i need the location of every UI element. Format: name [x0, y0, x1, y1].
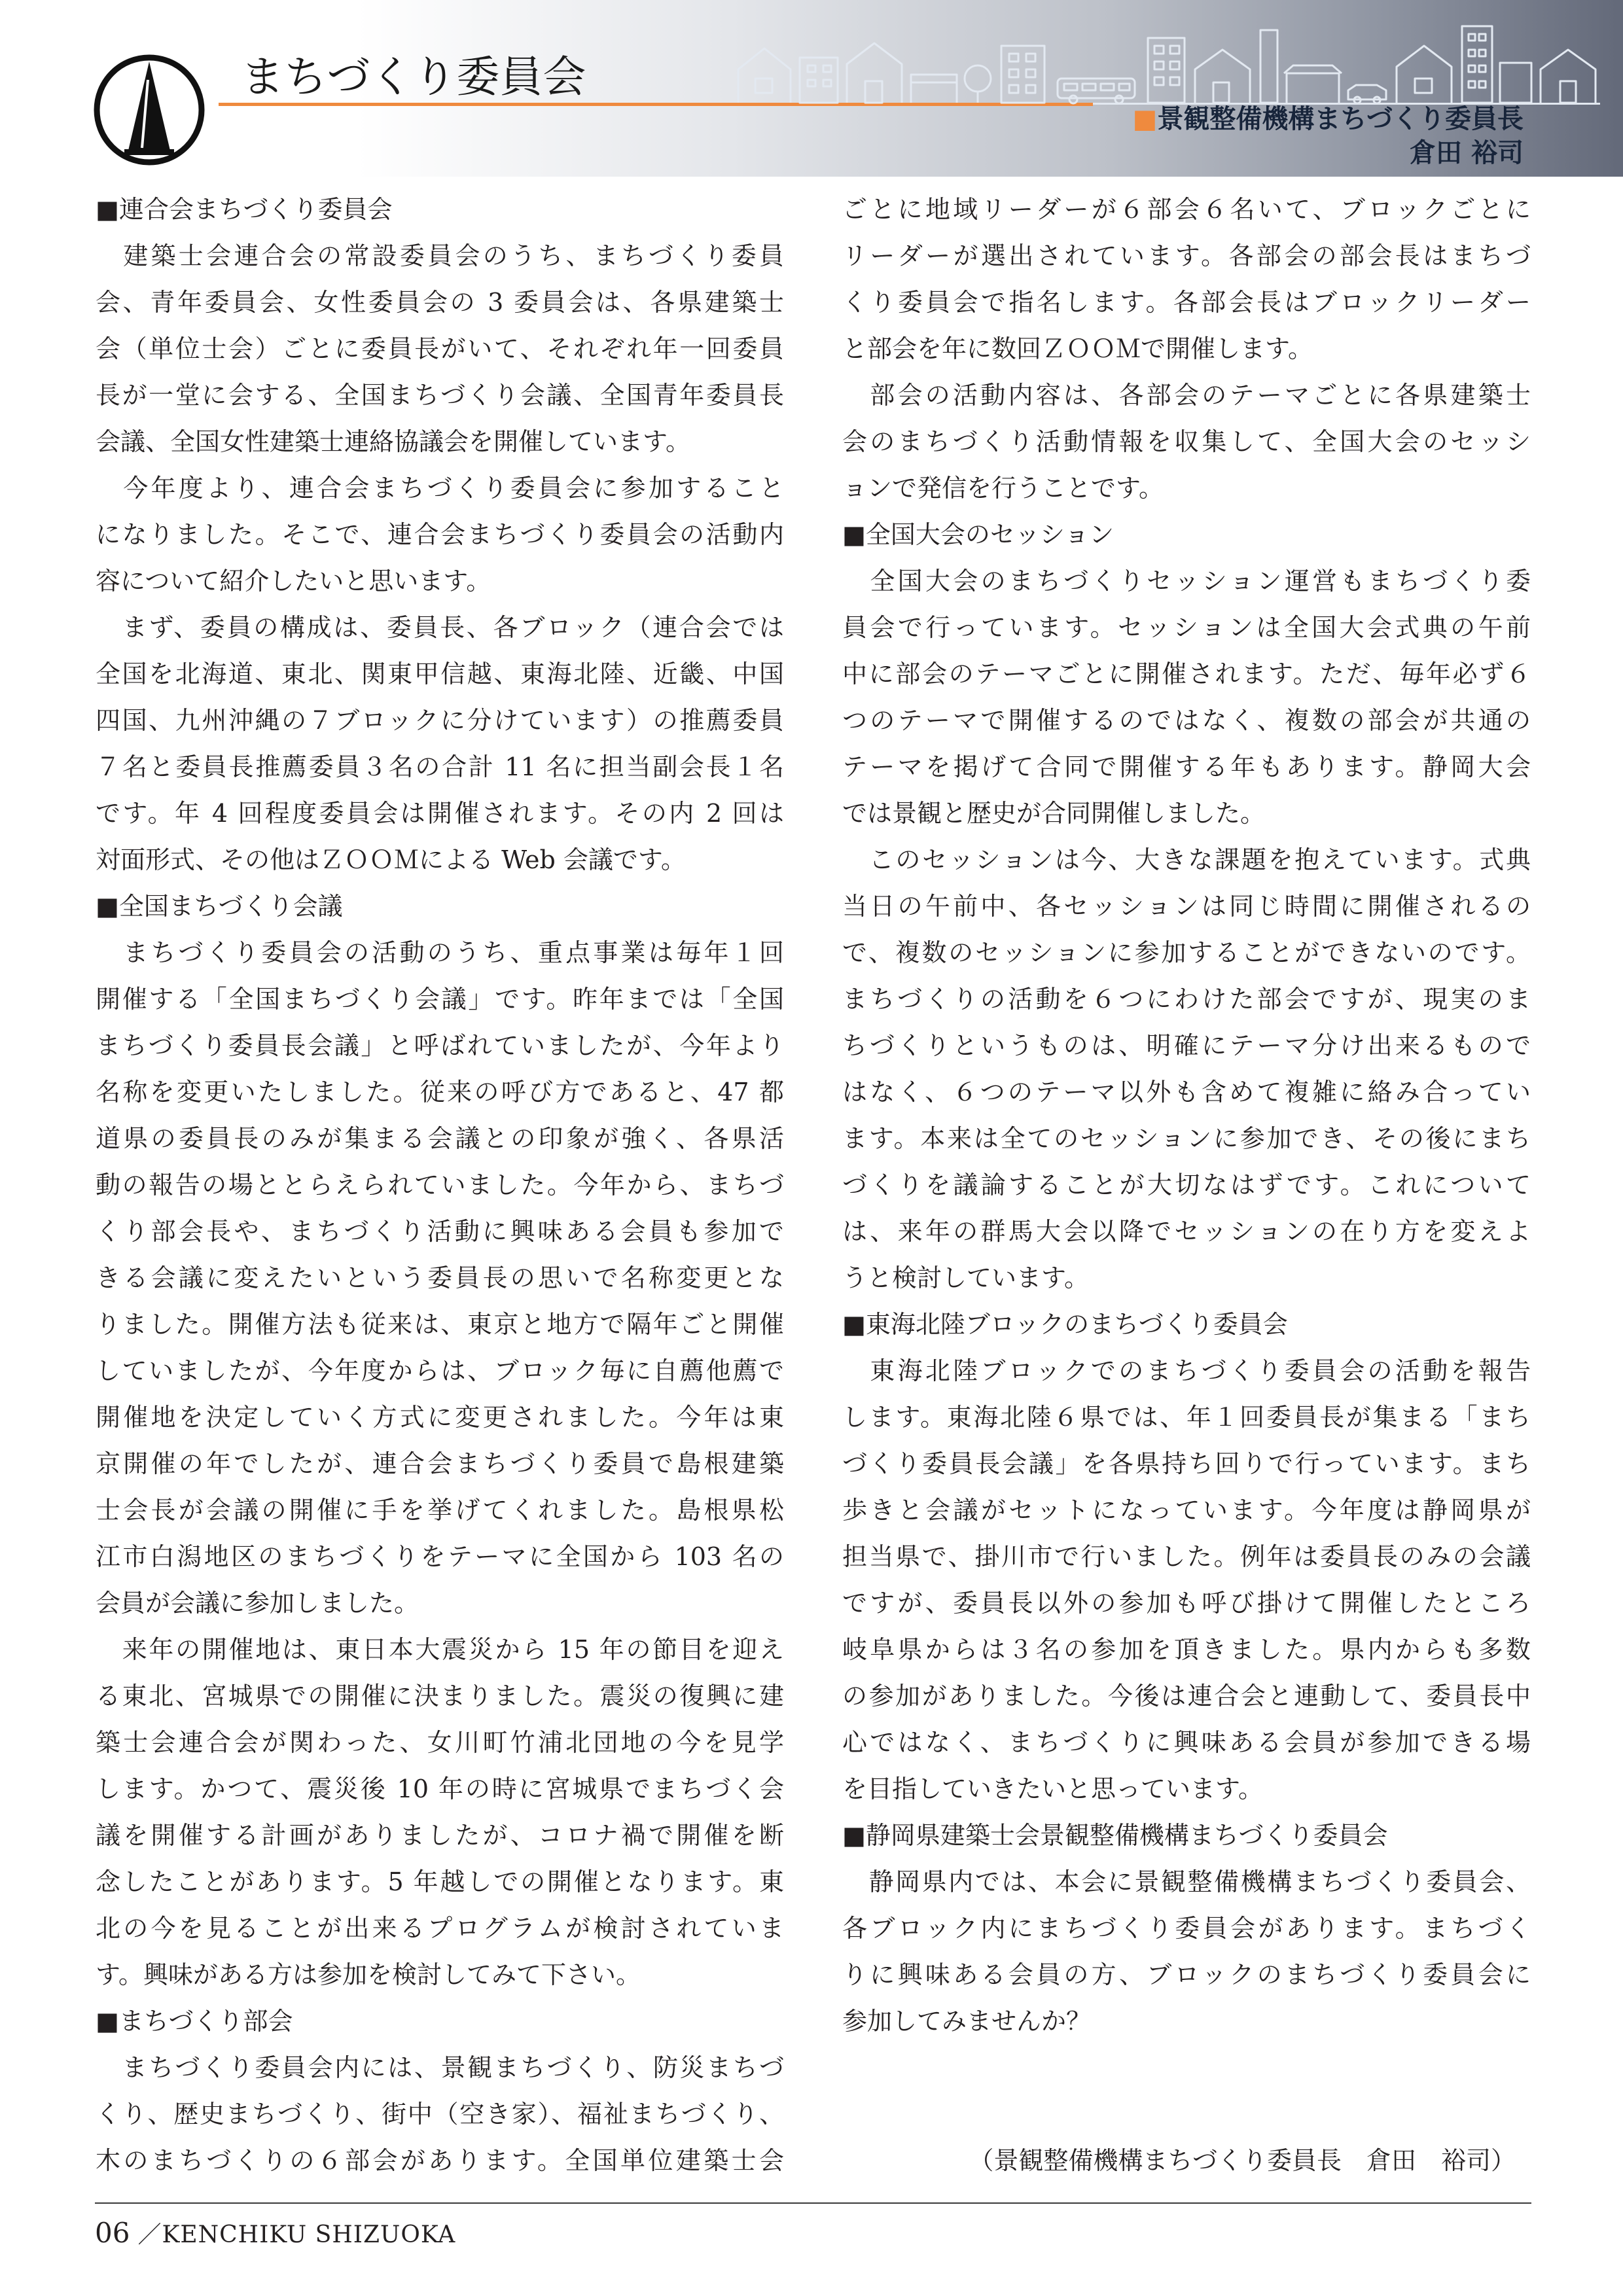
- body-text-line: 東海北陸ブロックでのまちづくり委員会の活動を報告: [842, 1356, 1531, 1385]
- body-text-line: 全国を北海道、東北、関東甲信越、東海北陸、近畿、中国: [96, 660, 784, 688]
- body-text-line: 担当県で、掛川市で行いました。例年は委員長のみの会議: [842, 1542, 1531, 1571]
- body-text-line: 員会で行っています。セッションは全国大会式典の午前: [842, 613, 1531, 642]
- body-text-line: します。東海北陸６県では、年１回委員長が集まる「まち: [842, 1403, 1531, 1432]
- section-heading: ■東海北陸ブロックのまちづくり委員会: [842, 1310, 1288, 1339]
- body-text-line: はなく、６つのテーマ以外も含めて複雑に絡み合ってい: [842, 1078, 1531, 1106]
- body-text-line: 築士会連合会が関わった、女川町竹浦北団地の今を見学: [96, 1728, 784, 1757]
- body-text-line: くり委員会で指名します。各部会長はブロックリーダー: [842, 288, 1531, 317]
- body-text-line: 岐阜県からは３名の参加を頂きました。県内からも多数: [842, 1635, 1531, 1664]
- body-text-line: うと検討しています。: [842, 1263, 1089, 1292]
- body-text-line: 念したことがあります。5 年越しでの開催となります。東: [96, 1867, 784, 1896]
- body-text-line: 中に部会のテーマごとに開催されます。ただ、毎年必ず６: [842, 660, 1531, 688]
- body-text-line: す。興味がある方は参加を検討してみて下さい。: [96, 1960, 641, 1989]
- body-text-line: になりました。そこで、連合会まちづくり委員会の活動内: [96, 520, 784, 549]
- body-text-line: と部会を年に数回ＺＯＯＭで開催します。: [842, 334, 1313, 363]
- body-text-line: 静岡県内では、本会に景観整備機構まちづくり委員会、: [842, 1867, 1531, 1896]
- body-text-line: まちづくり委員会内には、景観まちづくり、防災まちづ: [96, 2053, 784, 2082]
- body-text-line: 開催地を決定していく方式に変更されました。今年は東: [96, 1403, 784, 1432]
- author-name: 倉田 裕司: [1410, 138, 1524, 168]
- body-text-line: 容について紹介したいと思います。: [96, 567, 491, 595]
- section-heading: ■静岡県建築士会景観整備機構まちづくり委員会: [842, 1821, 1388, 1850]
- body-text-line: 各ブロック内にまちづくり委員会があります。まちづく: [842, 1914, 1531, 1943]
- body-text-line: 今年度より、連合会まちづくり委員会に参加すること: [96, 474, 784, 503]
- body-text-line: ７名と委員長推薦委員３名の合計 11 名に担当副会長１名: [96, 752, 784, 781]
- section-heading: ■全国まちづくり会議: [96, 892, 343, 921]
- body-text-line: 名称を変更いたしました。従来の呼び方であると、47 都: [96, 1078, 784, 1106]
- left-text-column: [96, 186, 784, 2184]
- body-text-line: テーマを掲げて合同で開催する年もあります。静岡大会: [842, 752, 1531, 781]
- body-text-line: を目指していきたいと思っています。: [842, 1775, 1263, 1803]
- body-text-line: は、来年の群馬大会以降でセッションの在り方を変えよ: [842, 1217, 1531, 1246]
- body-text-line: 参加してみませんか？: [842, 2007, 1092, 2036]
- body-text-line: 来年の開催地は、東日本大震災から 15 年の節目を迎え: [96, 1635, 784, 1664]
- page-number: 06: [95, 2217, 130, 2249]
- body-text-line: 会議、全国女性建築士連絡協議会を開催しています。: [96, 427, 690, 456]
- body-text-line: 心ではなく、まちづくりに興味ある会員が参加できる場: [842, 1728, 1531, 1757]
- body-text-line: まちづくり委員会の活動のうち、重点事業は毎年１回: [96, 938, 784, 967]
- body-text-line: ごとに地域リーダーが６部会６名いて、ブロックごとに: [842, 195, 1531, 224]
- body-text-line: くり、歴史まちづくり、街中（空き家）、福祉まちづくり、: [96, 2100, 784, 2128]
- body-text-line: 会、青年委員会、女性委員会の 3 委員会は、各県建築士: [96, 288, 784, 317]
- section-heading: ■まちづくり部会: [96, 2007, 293, 2036]
- body-text-line: 開催する「全国まちづくり会議」です。昨年までは「全国: [96, 985, 784, 1014]
- body-text-line: の参加がありました。今後は連合会と連動して、委員長中: [842, 1682, 1531, 1710]
- body-text-line: きる会議に変えたいという委員長の思いで名称変更とな: [96, 1263, 784, 1292]
- body-text-line: 京開催の年でしたが、連合会まちづくり委員で島根建築: [96, 1449, 784, 1478]
- body-text-line: 木のまちづくりの６部会があります。全国単位建築士会: [96, 2146, 784, 2175]
- body-text-line: づくりを議論することが大切なはずです。これについて: [842, 1171, 1531, 1199]
- body-text-line: で、複数のセッションに参加することができないのです。: [842, 938, 1531, 967]
- body-text-line: では景観と歴史が合同開催しました。: [842, 799, 1266, 828]
- body-text-line: ます。本来は全てのセッションに参加でき、その後にまち: [842, 1124, 1531, 1153]
- body-text-line: ちづくりというものは、明確にテーマ分け出来るもので: [842, 1031, 1531, 1060]
- body-text-line: 北の今を見ることが出来るプログラムが検討されていま: [96, 1914, 784, 1943]
- body-text-line: 部会の活動内容は、各部会のテーマごとに各県建築士: [842, 381, 1531, 410]
- role-marker: ■: [1132, 104, 1158, 134]
- body-text-line: です。年 4 回程度委員会は開催されます。その内 2 回は: [96, 799, 784, 828]
- publication-name: ／KENCHIKU SHIZUOKA: [137, 2221, 456, 2248]
- body-text-line: まず、委員の構成は、委員長、各ブロック（連合会では: [96, 613, 784, 642]
- body-text-line: 道県の委員長のみが集まる会議との印象が強く、各県活: [96, 1124, 784, 1153]
- author-role-text: 景観整備機構まちづくり委員長: [1157, 104, 1524, 134]
- body-text-line: る東北、宮城県での開催に決まりました。震災の復興に建: [96, 1682, 784, 1710]
- body-text-line: つのテーマで開催するのではなく、複数の部会が共通の: [842, 706, 1531, 735]
- body-text-line: 当日の午前中、各セッションは同じ時間に開催されるの: [842, 892, 1531, 921]
- body-text-line: 建築士会連合会の常設委員会のうち、まちづくり委員: [96, 241, 784, 270]
- body-text-line: 四国、九州沖縄の７ブロックに分けています）の推薦委員: [96, 706, 784, 735]
- body-text-line: 会のまちづくり活動情報を収集して、全国大会のセッシ: [842, 427, 1531, 456]
- body-text-line: まちづくり委員長会議」と呼ばれていましたが、今年より: [96, 1031, 784, 1060]
- body-text-line: 士会長が会議の開催に手を挙げてくれました。島根県松: [96, 1496, 784, 1525]
- author-role: [1133, 101, 1524, 137]
- body-text-line: ですが、委員長以外の参加も呼び掛けて開催したところ: [842, 1589, 1531, 1617]
- section-heading: ■連合会まちづくり委員会: [96, 195, 393, 224]
- page-title: まちづくり委員会: [241, 52, 586, 102]
- body-text-line: 動の報告の場ととらえられていました。今年から、まちづ: [96, 1171, 784, 1199]
- body-text-line: くり部会長や、まちづくり活動に興味ある会員も参加で: [96, 1217, 784, 1246]
- body-text-line: 会（単位士会）ごとに委員長がいて、それぞれ年一回委員: [96, 334, 784, 363]
- body-text-line: 議を開催する計画がありましたが、コロナ禍で開催を断: [96, 1821, 784, 1850]
- article-signature: （景観整備機構まちづくり委員長 倉田 裕司）: [969, 2146, 1516, 2175]
- body-text-line: 江市白潟地区のまちづくりをテーマに全国から 103 名の: [96, 1542, 784, 1571]
- body-text-line: 対面形式、その他はＺＯＯＭによる Web 会議です。: [96, 845, 686, 874]
- body-text-line: 会員が会議に参加しました。: [96, 1589, 419, 1617]
- body-text-line: リーダーが選出されています。各部会の部会長はまちづ: [842, 241, 1531, 270]
- body-text-line: づくり委員長会議」を各県持ち回りで行っています。まち: [842, 1449, 1531, 1478]
- body-text-line: まちづくりの活動を６つにわけた部会ですが、現実のま: [842, 985, 1531, 1014]
- footer-rule: [95, 2202, 1531, 2204]
- body-text-line: りに興味ある会員の方、ブロックのまちづくり委員会に: [842, 1960, 1531, 1989]
- body-text-line: します。かつて、震災後 10 年の時に宮城県でまちづく会: [96, 1775, 784, 1803]
- section-heading: ■全国大会のセッション: [842, 520, 1115, 549]
- body-text-line: りました。開催方法も従来は、東京と地方で隔年ごと開催: [96, 1310, 784, 1339]
- townscape-illustration: [726, 24, 1600, 105]
- body-text-line: していましたが、今年度からは、ブロック毎に自薦他薦で: [96, 1356, 784, 1385]
- body-text-line: 全国大会のまちづくりセッション運営もまちづくり委: [842, 567, 1531, 595]
- architect-association-logo-icon: [92, 52, 207, 168]
- right-text-column: [842, 186, 1531, 2045]
- body-text-line: 長が一堂に会する、全国まちづくり会議、全国青年委員長: [96, 381, 784, 410]
- body-text-line: このセッションは今、大きな課題を抱えています。式典: [842, 845, 1531, 874]
- page-footer: [95, 2215, 455, 2257]
- body-text-line: 歩きと会議がセットになっています。今年度は静岡県が: [842, 1496, 1531, 1525]
- body-text-line: ョンで発信を行うことです。: [842, 474, 1164, 503]
